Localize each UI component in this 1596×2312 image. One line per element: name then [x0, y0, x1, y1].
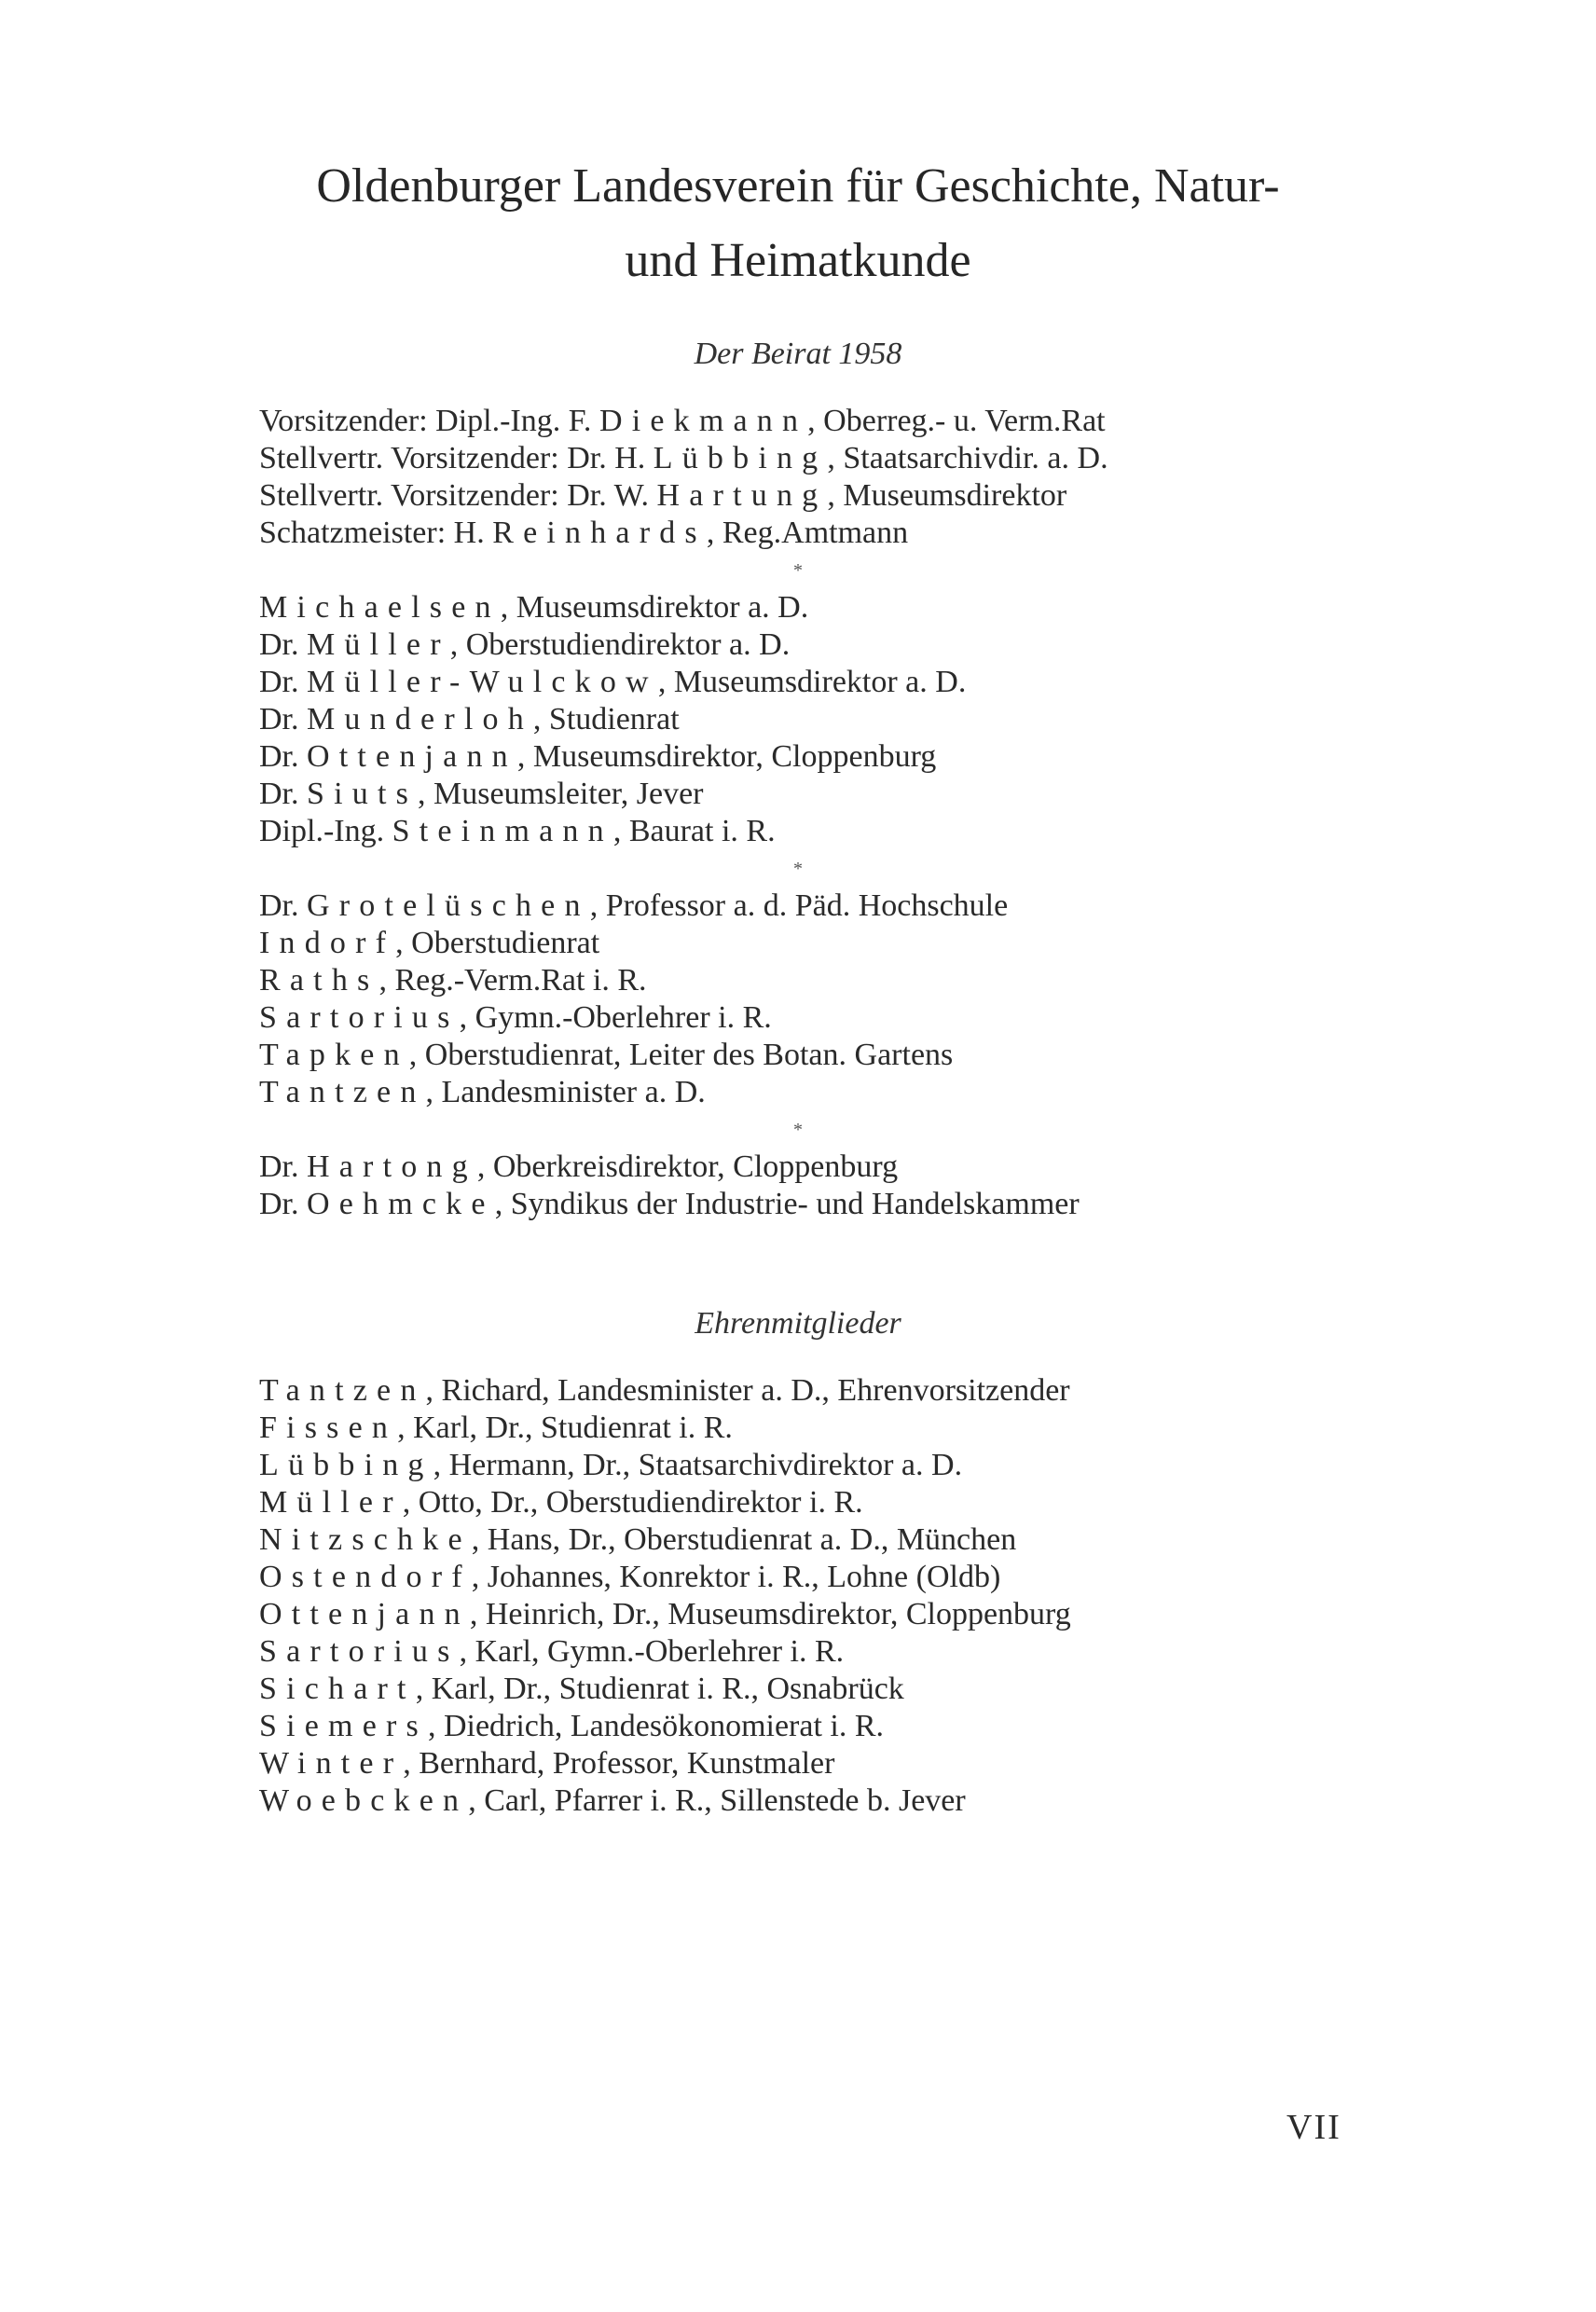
name-suffix: , Reg.-Verm.Rat i. R.	[378, 963, 647, 998]
person-name: Woebcken	[259, 1783, 469, 1818]
list-item	[259, 1521, 1378, 1559]
separator-asterisk: *	[793, 1120, 803, 1140]
beirat-heading: Der Beirat 1958	[694, 337, 902, 371]
person-name: Siuts	[307, 777, 419, 811]
person-name: Diekmann	[598, 404, 808, 438]
person-name: Reinhards	[492, 516, 707, 550]
name-prefix: Dr.	[259, 665, 307, 699]
person-name: Müller	[259, 1485, 403, 1520]
person-name: Michaelsen	[259, 590, 501, 625]
person-name: Hartung	[656, 478, 828, 513]
person-name: Indorf	[259, 926, 396, 960]
name-prefix: Dr.	[259, 777, 307, 811]
list-item	[259, 1633, 1378, 1671]
list-item	[259, 515, 1378, 552]
list-item	[259, 1708, 1378, 1745]
name-prefix: Dr.	[259, 627, 307, 662]
name-suffix: , Diedrich, Landesökonomierat i. R.	[427, 1709, 885, 1743]
list-item	[259, 999, 1378, 1037]
list-item	[259, 701, 1378, 738]
person-name: Müller-Wulckow	[307, 665, 658, 699]
person-name: Ostendorf	[259, 1560, 472, 1594]
name-suffix: , Gymn.-Oberlehrer i. R.	[459, 1000, 772, 1035]
name-suffix: , Hans, Dr., Oberstudienrat a. D., München	[471, 1522, 1017, 1557]
list-item	[259, 1186, 1378, 1223]
person-name: Ottenjann	[259, 1597, 470, 1631]
name-suffix: , Johannes, Konrektor i. R., Lohne (Oldb)	[471, 1560, 1001, 1594]
name-suffix: , Staatsarchivdir. a. D.	[827, 441, 1108, 475]
name-prefix: Vorsitzender: Dipl.-Ing. F.	[259, 404, 599, 438]
list-item	[259, 813, 1378, 850]
list-item	[259, 1559, 1378, 1596]
person-name: Tantzen	[259, 1075, 426, 1109]
name-prefix: Dr.	[259, 739, 307, 774]
list-item	[259, 477, 1378, 515]
beirat-group-4-list	[259, 1149, 1378, 1223]
person-name: Tantzen	[259, 1373, 426, 1408]
name-suffix: , Hermann, Dr., Staatsarchivdirektor a. D.	[433, 1448, 963, 1482]
name-suffix: , Oberstudienrat, Leiter des Botan. Gartens	[408, 1038, 954, 1072]
name-prefix: Dr.	[259, 1187, 307, 1221]
person-name: Hartong	[307, 1149, 477, 1184]
beirat-group-3-list	[259, 888, 1378, 1111]
person-name: Raths	[259, 963, 379, 998]
name-suffix: , Carl, Pfarrer i. R., Sillenstede b. Jever	[468, 1783, 966, 1818]
list-item	[259, 1410, 1378, 1447]
ehrenmitglieder-heading: Ehrenmitglieder	[695, 1306, 901, 1341]
list-item	[259, 440, 1378, 477]
name-suffix: , Bernhard, Professor, Kunstmaler	[403, 1746, 835, 1781]
name-suffix: , Otto, Dr., Oberstudiendirektor i. R.	[402, 1485, 863, 1520]
name-prefix: Dr.	[259, 702, 307, 736]
name-suffix: , Karl, Dr., Studienrat i. R.	[397, 1411, 733, 1445]
name-prefix: Stellvertr. Vorsitzender: Dr. W.	[259, 478, 657, 513]
page-number: VII	[1286, 2108, 1341, 2147]
list-item	[259, 403, 1378, 440]
person-name: Steinmann	[392, 814, 613, 848]
person-name: Fissen	[259, 1411, 398, 1445]
name-suffix: , Karl, Gymn.-Oberlehrer i. R.	[459, 1634, 845, 1669]
name-suffix: , Museumsleiter, Jever	[418, 777, 704, 811]
name-suffix: , Oberstudiendirektor a. D.	[449, 627, 791, 662]
list-item	[259, 626, 1378, 664]
list-item	[259, 1149, 1378, 1186]
list-item	[259, 589, 1378, 626]
list-item	[259, 1447, 1378, 1484]
list-item	[259, 962, 1378, 999]
beirat-group-2-list	[259, 589, 1378, 850]
name-suffix: , Oberreg.- u. Verm.Rat	[807, 404, 1106, 438]
list-item	[259, 1037, 1378, 1074]
name-suffix: , Reg.Amtmann	[706, 516, 909, 550]
person-name: Tapken	[259, 1038, 409, 1072]
list-item	[259, 888, 1378, 925]
name-suffix: , Syndikus der Industrie- und Handelskammer	[494, 1187, 1080, 1221]
person-name: Sartorius	[259, 1000, 460, 1035]
list-item	[259, 1745, 1378, 1782]
name-suffix: , Richard, Landesminister a. D., Ehrenvorsitzender	[425, 1373, 1070, 1408]
person-name: Müller	[307, 627, 450, 662]
name-suffix: , Museumsdirektor	[827, 478, 1067, 513]
list-item	[259, 776, 1378, 813]
name-prefix: Schatzmeister: H.	[259, 516, 493, 550]
name-prefix: Dipl.-Ing.	[259, 814, 392, 848]
list-item	[259, 1074, 1378, 1111]
name-suffix: , Baurat i. R.	[612, 814, 776, 848]
page-title-line-1: Oldenburger Landesverein für Geschichte, Natur-	[316, 159, 1280, 213]
person-name: Siemers	[259, 1709, 428, 1743]
name-prefix: Dr.	[259, 888, 307, 923]
person-name: Sichart	[259, 1672, 416, 1706]
person-name: Ottenjann	[307, 739, 517, 774]
person-name: Winter	[259, 1746, 404, 1781]
name-prefix: Dr.	[259, 1149, 307, 1184]
person-name: Lübbing	[259, 1448, 433, 1482]
list-item	[259, 1484, 1378, 1521]
separator-asterisk: *	[793, 859, 803, 879]
list-item	[259, 1372, 1378, 1410]
page-title	[0, 149, 1596, 298]
person-name: Lübbing	[653, 441, 828, 475]
name-suffix: , Studienrat	[532, 702, 680, 736]
name-prefix: Stellvertr. Vorsitzender: Dr. H.	[259, 441, 654, 475]
person-name: Grotelüschen	[307, 888, 590, 923]
beirat-board-list	[259, 403, 1378, 552]
name-suffix: , Museumsdirektor a. D.	[500, 590, 809, 625]
name-suffix: , Oberstudienrat	[395, 926, 600, 960]
person-name: Nitzschke	[259, 1522, 472, 1557]
list-item	[259, 1671, 1378, 1708]
page-title-line-2: und Heimatkunde	[625, 234, 971, 287]
person-name: Oehmcke	[307, 1187, 495, 1221]
name-suffix: , Heinrich, Dr., Museumsdirektor, Cloppenburg	[469, 1597, 1071, 1631]
name-suffix: , Museumsdirektor a. D.	[657, 665, 967, 699]
list-item	[259, 1782, 1378, 1820]
person-name: Munderloh	[307, 702, 533, 736]
list-item	[259, 664, 1378, 701]
list-item	[259, 925, 1378, 962]
list-item	[259, 738, 1378, 776]
name-suffix: , Landesminister a. D.	[425, 1075, 706, 1109]
name-suffix: , Museumsdirektor, Cloppenburg	[516, 739, 937, 774]
name-suffix: , Karl, Dr., Studienrat i. R., Osnabrück	[415, 1672, 904, 1706]
person-name: Sartorius	[259, 1634, 460, 1669]
ehrenmitglieder-list	[259, 1372, 1378, 1820]
name-suffix: , Professor a. d. Päd. Hochschule	[589, 888, 1009, 923]
separator-asterisk: *	[793, 560, 803, 581]
list-item	[259, 1596, 1378, 1633]
name-suffix: , Oberkreisdirektor, Cloppenburg	[476, 1149, 899, 1184]
